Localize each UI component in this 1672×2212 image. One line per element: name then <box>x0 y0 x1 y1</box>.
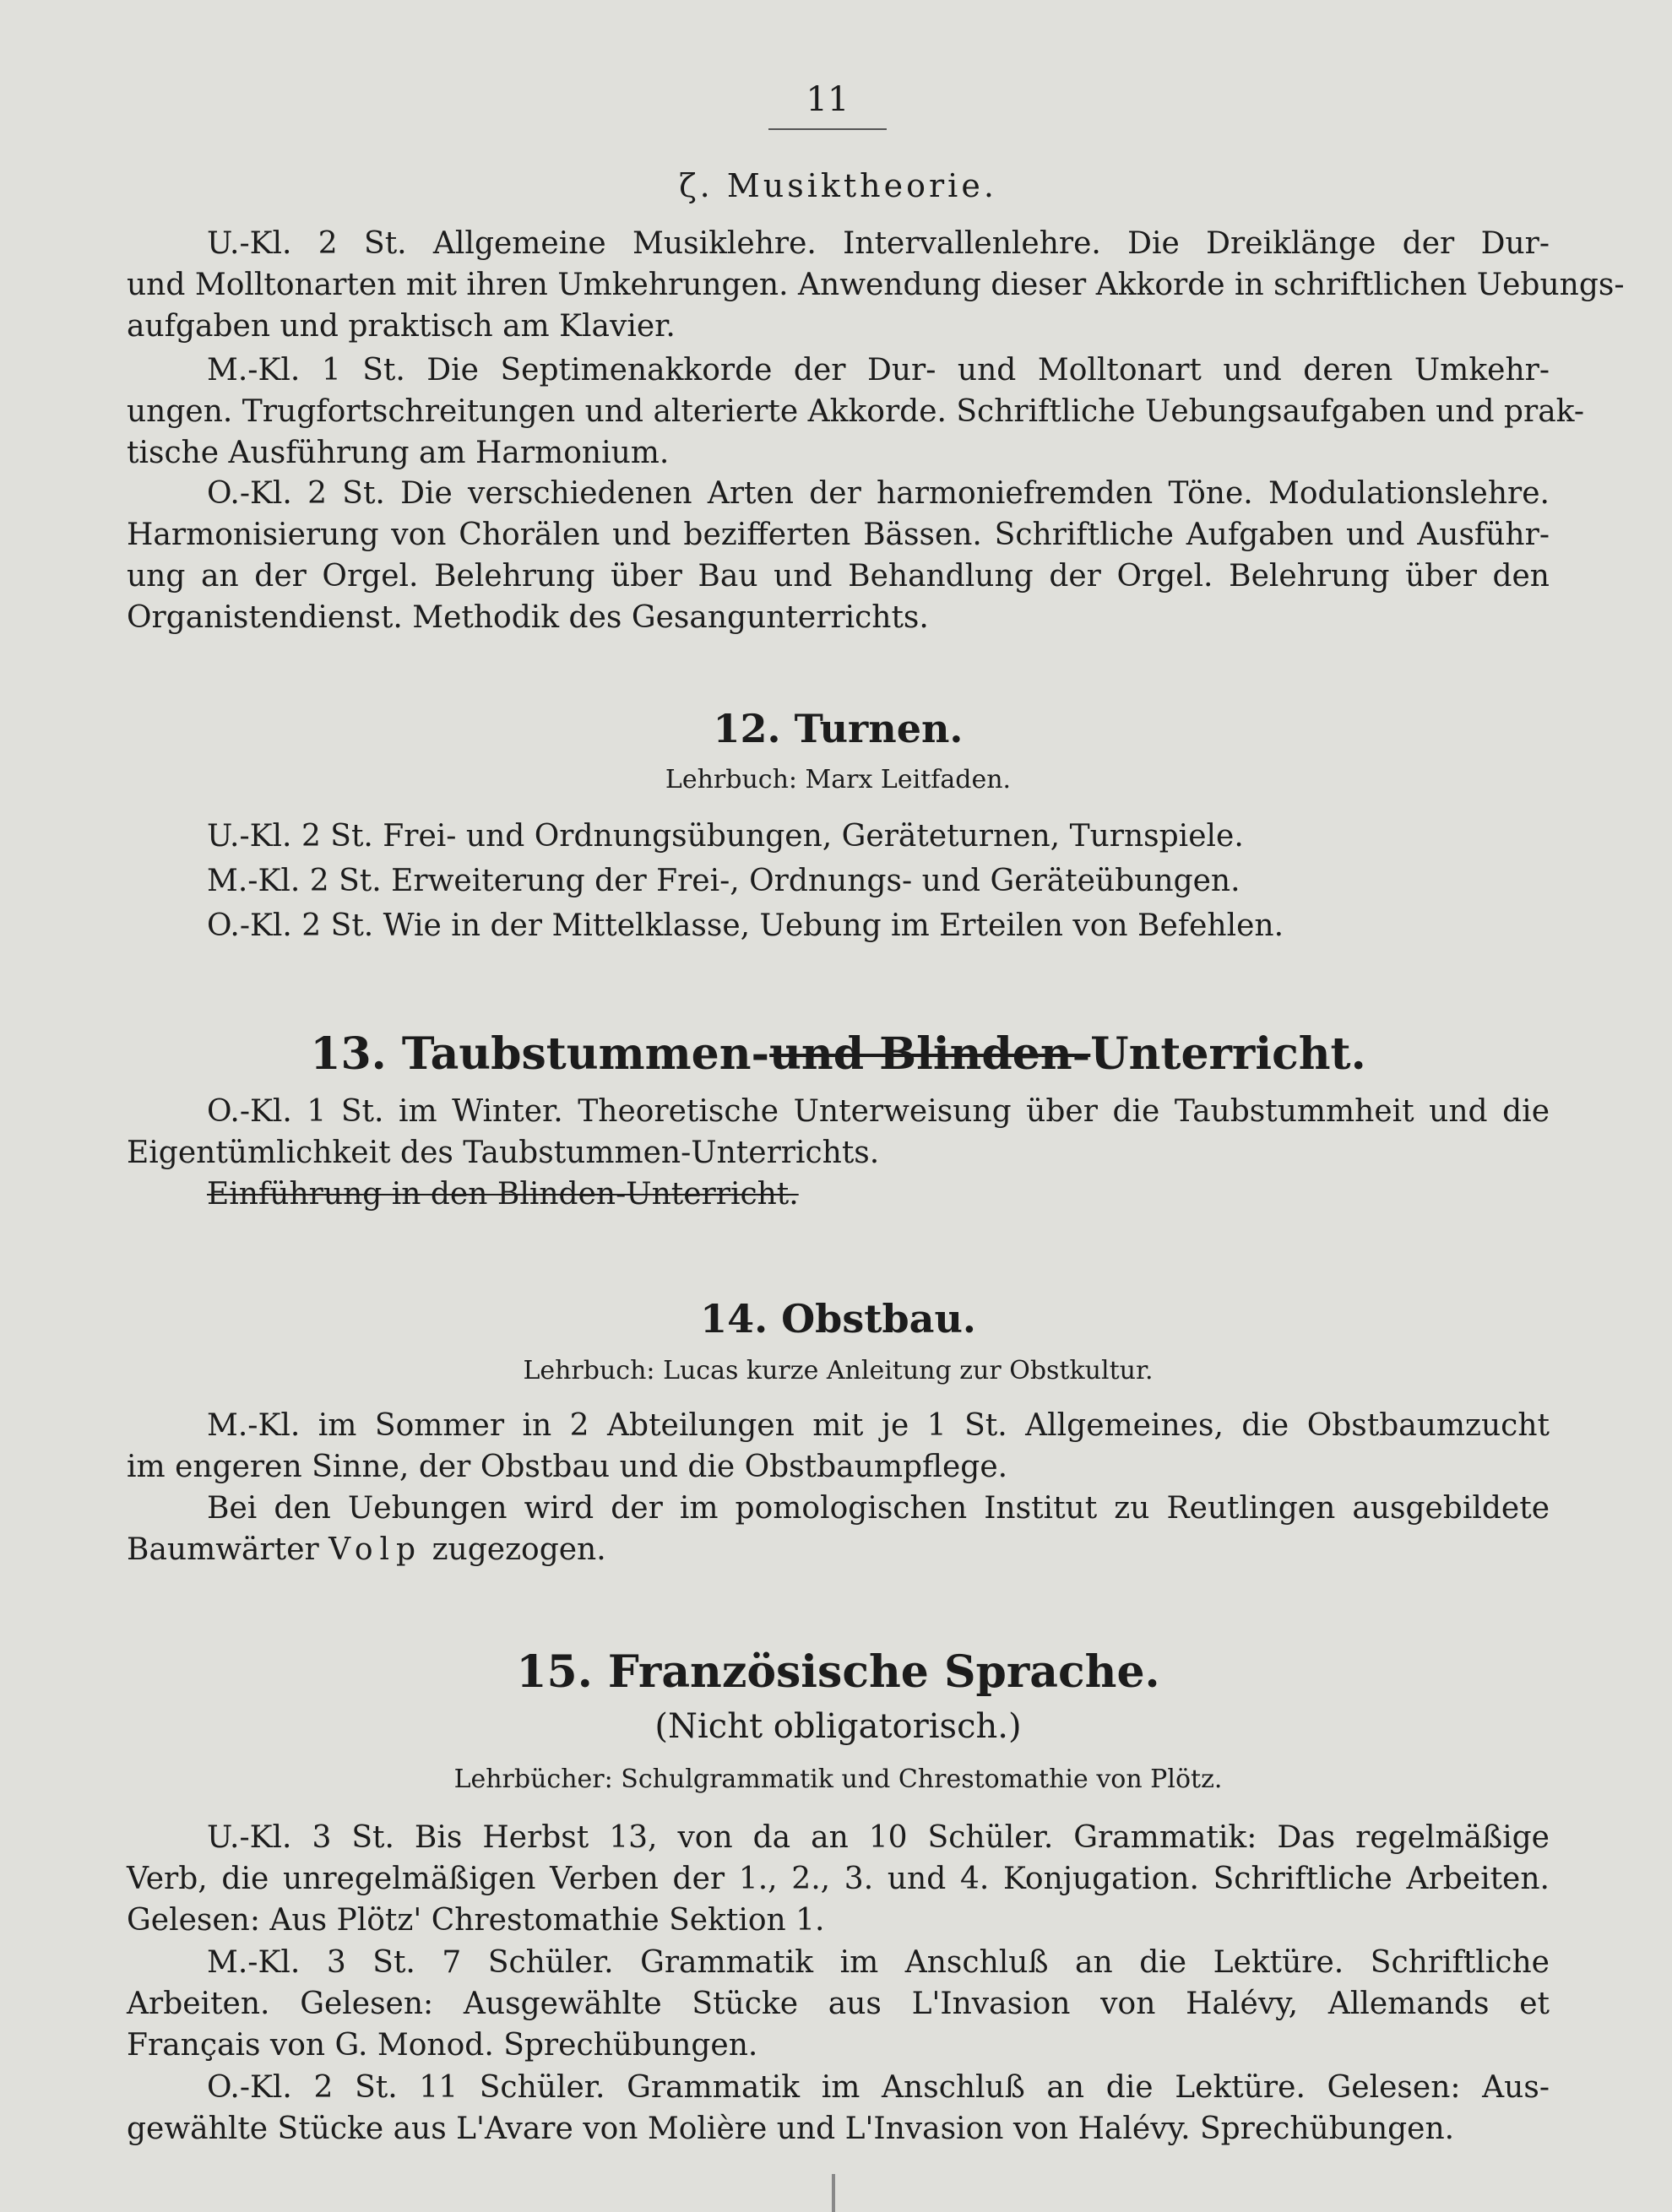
struck-line-wrap <box>127 1174 1550 1215</box>
text-line <box>127 1529 1550 1570</box>
text-line: Bei den Uebungen wird der im pomologischen Institut zu Reutlingen ausgebildete <box>207 1491 1550 1526</box>
text-line: U.-Kl. 2 St. Frei- und Ordnungsübungen, Geräteturnen, Turnspiele. <box>207 819 1244 854</box>
heading-part: Taubstummen- <box>401 1028 770 1080</box>
text-line: M.-Kl. im Sommer in 2 Abteilungen mit je 1 St. Allgemeines, die Obstbaumzucht <box>207 1408 1550 1443</box>
text-line: Harmonisierung von Chorälen und bezifferten Bässen. Schriftliche Aufgaben und Ausführ- <box>127 518 1550 552</box>
section-heading-franzoesisch: 15. Französische Sprache. <box>516 1646 1160 1698</box>
section-heading-taubstummen <box>127 1028 1550 1080</box>
page-number: 11 <box>806 80 850 119</box>
textbook-turnen: Lehrbuch: Marx Leitfaden. <box>665 765 1012 794</box>
textbook-franzoesisch: Lehrbücher: Schulgrammatik und Chrestomathie von Plötz. <box>453 1765 1223 1794</box>
paragraph-musiktheorie-mittelklasse <box>127 350 1584 474</box>
struck-text-line: Einführung in den Blinden-Unterricht. <box>207 1177 799 1212</box>
paragraph-franzoesisch-mittelklasse <box>127 1942 1550 2066</box>
text-line: U.-Kl. 3 St. Bis Herbst 13, von da an 10 Schüler. Grammatik: Das regelmäßige <box>207 1820 1550 1855</box>
note-not-obligatory: (Nicht obligatorisch.) <box>654 1707 1022 1746</box>
heading-struck-part: und Blinden- <box>769 1028 1091 1080</box>
text-fragment: Baumwärter <box>127 1532 319 1567</box>
text-line: gewählte Stücke aus L'Avare von Molière und L'Invasion von Halévy. Sprechübungen. <box>127 2112 1455 2146</box>
section-heading-musiktheorie: ζ. Musiktheorie. <box>679 167 997 204</box>
text-line: M.-Kl. 2 St. Erweiterung der Frei-, Ordnungs- und Geräteübungen. <box>207 864 1240 898</box>
text-line: U.-Kl. 2 St. Allgemeine Musiklehre. Intervallenlehre. Die Dreiklänge der Dur- <box>207 226 1550 261</box>
person-name: Volp <box>328 1532 423 1567</box>
text-line: O.-Kl. 1 St. im Winter. Theoretische Unterweisung über die Taubstummheit und die <box>207 1094 1550 1129</box>
text-line: O.-Kl. 2 St. Die verschiedenen Arten der harmoniefremden Töne. Modulationslehre. <box>207 476 1550 511</box>
textbook-obstbau: Lehrbuch: Lucas kurze Anleitung zur Obstkultur. <box>523 1356 1154 1385</box>
text-line: ung an der Orgel. Belehrung über Bau und Behandlung der Orgel. Belehrung über den <box>127 559 1550 594</box>
text-line: Organistendienst. Methodik des Gesangunterrichts. <box>127 600 929 635</box>
section-heading-obstbau: 14. Obstbau. <box>700 1296 976 1342</box>
paragraph-obstbau <box>127 1405 1550 1570</box>
text-line: M.-Kl. 3 St. 7 Schüler. Grammatik im Anschluß an die Lektüre. Schriftliche <box>207 1945 1550 1980</box>
text-line: ungen. Trugfortschreitungen und alterierte Akkorde. Schriftliche Uebungsaufgaben und prak- <box>127 394 1584 429</box>
paragraph-musiktheorie-unterklasse <box>127 223 1625 347</box>
text-line: tische Ausführung am Harmonium. <box>127 436 670 470</box>
text-line: Gelesen: Aus Plötz' Chrestomathie Sektion 1. <box>127 1903 825 1938</box>
text-line: Français von G. Monod. Sprechübungen. <box>127 2028 758 2063</box>
text-line: Verb, die unregelmäßigen Verben der 1., 2., 3. und 4. Konjugation. Schriftliche Arbeiten. <box>127 1862 1550 1896</box>
text-line: aufgaben und praktisch am Klavier. <box>127 309 676 344</box>
text-fragment: zugezogen. <box>432 1532 606 1567</box>
heading-number: 13. <box>310 1028 387 1080</box>
heading-part: Unterricht. <box>1090 1028 1366 1080</box>
page-fold-mark <box>832 2174 835 2212</box>
text-line: O.-Kl. 2 St. 11 Schüler. Grammatik im Anschluß an die Lektüre. Gelesen: Aus- <box>207 2070 1550 2105</box>
paragraph-musiktheorie-oberklasse <box>127 473 1550 638</box>
text-line: M.-Kl. 1 St. Die Septimenakkorde der Dur- und Molltonart und deren Umkehr- <box>207 353 1550 388</box>
text-line: und Molltonarten mit ihren Umkehrungen. Anwendung dieser Akkorde in schriftlichen Uebungs- <box>127 268 1625 302</box>
paragraph-taubstummen <box>127 1091 1550 1215</box>
text-line: Arbeiten. Gelesen: Ausgewählte Stücke aus L'Invasion von Halévy, Allemands et <box>127 1987 1550 2021</box>
text-line: O.-Kl. 2 St. Wie in der Mittelklasse, Uebung im Erteilen von Befehlen. <box>207 908 1284 943</box>
section-heading-turnen: 12. Turnen. <box>713 706 964 751</box>
text-line: Eigentümlichkeit des Taubstummen-Unterrichts. <box>127 1136 880 1170</box>
paragraph-franzoesisch-unterklasse <box>127 1817 1550 1941</box>
text-line: im engeren Sinne, der Obstbau und die Obstbaumpflege. <box>127 1450 1008 1484</box>
paragraph-franzoesisch-oberklasse <box>127 2067 1550 2150</box>
page-number-rule <box>768 128 887 130</box>
paragraph-turnen <box>127 816 1550 946</box>
